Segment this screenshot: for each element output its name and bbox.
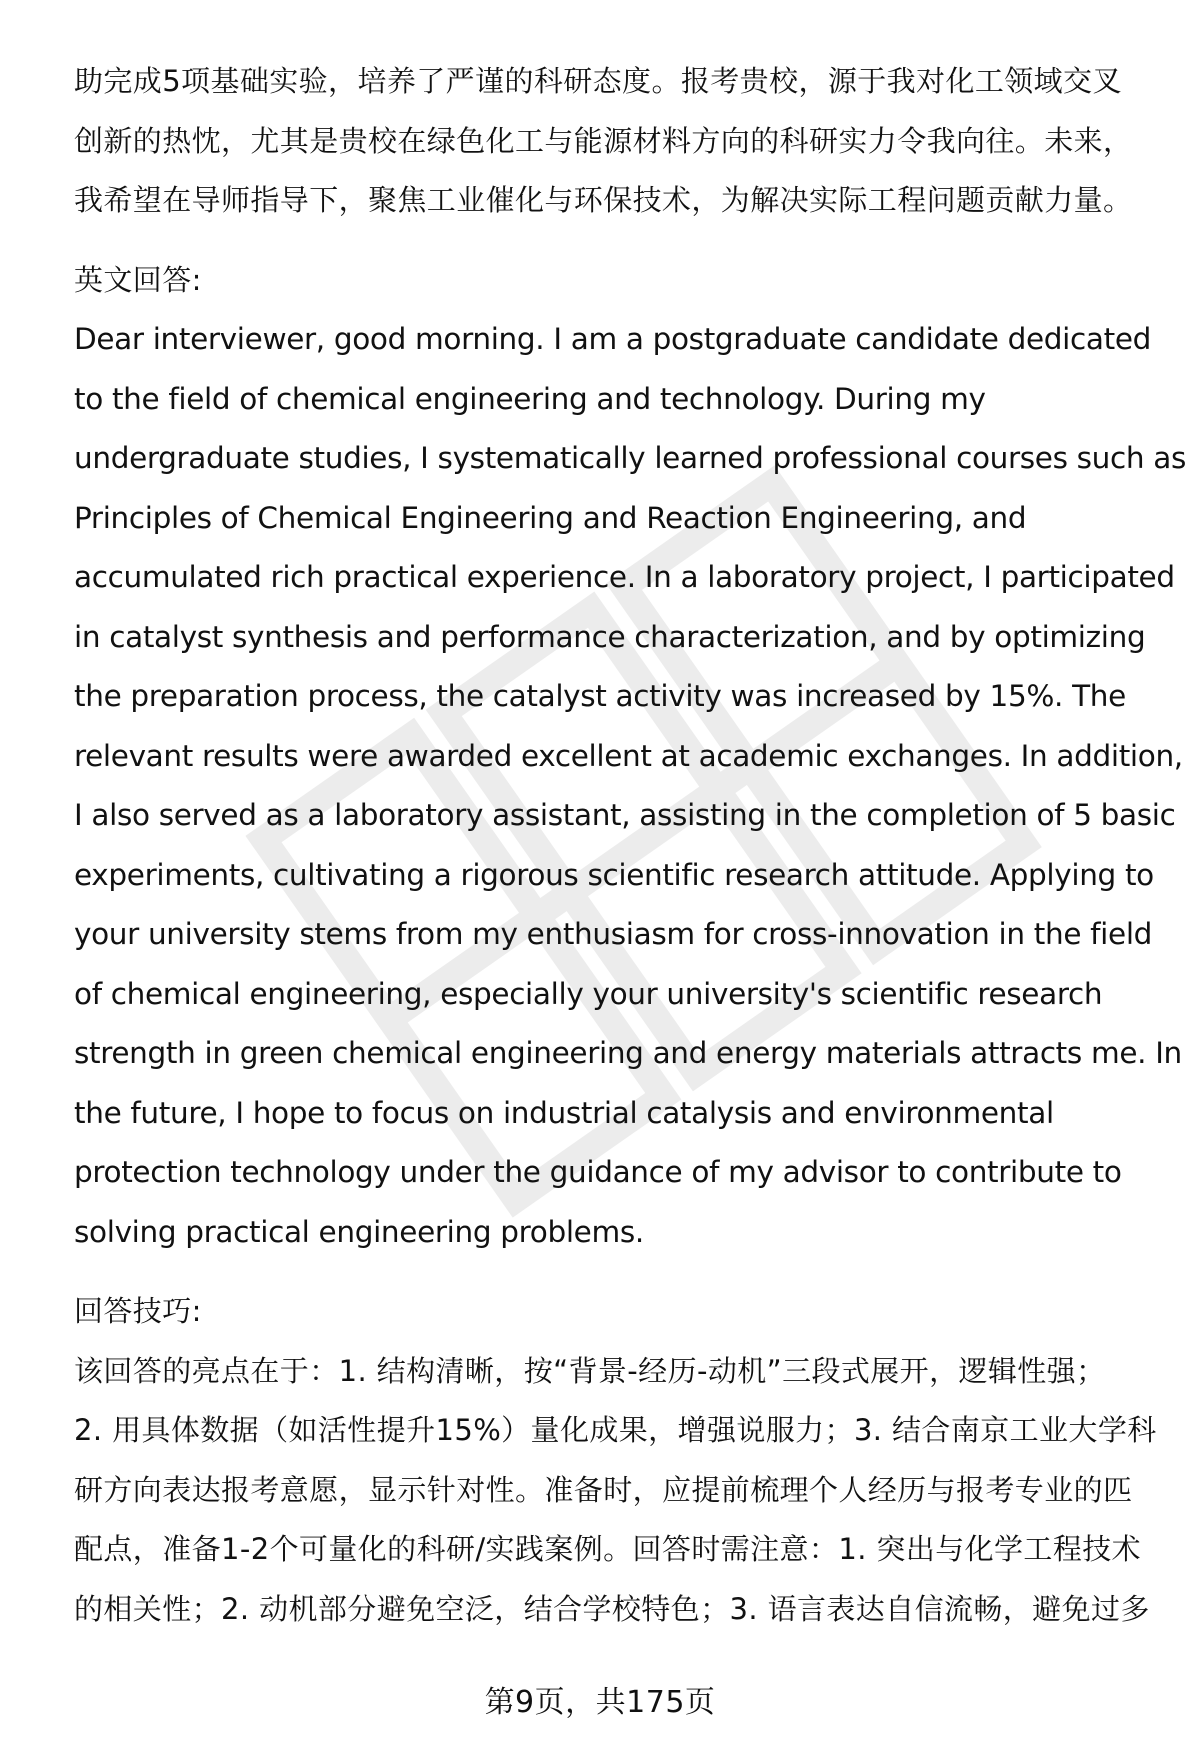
- english-line-15: protection technology under the guidance of my advisor to contribute to: [74, 1155, 1122, 1189]
- answer-tips-heading: 回答技巧:: [74, 1294, 202, 1328]
- tips-line-5: 的相关性；2. 动机部分避免空泛，结合学校特色；3. 语言表达自信流畅，避免过多: [74, 1591, 1150, 1626]
- intro-line-1: 助完成5项基础实验，培养了严谨的科研态度。报考贵校，源于我对化工领域交叉: [74, 64, 1122, 98]
- english-line-2: to the field of chemical engineering and technology. During my: [74, 381, 986, 416]
- english-answer-heading: 英文回答:: [74, 262, 202, 297]
- english-line-7: the preparation process, the catalyst activity was increased by 15%. The: [74, 679, 1126, 713]
- english-line-3: undergraduate studies, I systematically learned professional courses such as: [74, 441, 1186, 475]
- english-line-8: relevant results were awarded excellent at academic exchanges. In addition,: [74, 738, 1183, 773]
- english-line-6: in catalyst synthesis and performance characterization, and by optimizing: [74, 619, 1146, 654]
- english-line-9: I also served as a laboratory assistant, assisting in the completion of 5 basic: [74, 798, 1176, 832]
- english-line-16: solving practical engineering problems.: [74, 1214, 644, 1249]
- english-line-14: the future, I hope to focus on industrial catalysis and environmental: [74, 1095, 1054, 1130]
- english-line-5: accumulated rich practical experience. In a laboratory project, I participated: [74, 560, 1175, 594]
- intro-line-3: 我希望在导师指导下，聚焦工业催化与环保技术，为解决实际工程问题贡献力量。: [74, 183, 1133, 217]
- english-line-1: Dear interviewer, good morning. I am a postgraduate candidate dedicated: [74, 322, 1151, 356]
- tips-line-3: 研方向表达报考意愿，显示针对性。准备时，应提前梳理个人经历与报考专业的匹: [74, 1472, 1133, 1507]
- english-line-11: your university stems from my enthusiasm for cross-innovation in the field: [74, 917, 1153, 951]
- english-line-4: Principles of Chemical Engineering and Reaction Engineering, and: [74, 500, 1027, 535]
- english-line-13: strength in green chemical engineering and energy materials attracts me. In: [74, 1036, 1182, 1070]
- intro-line-2: 创新的热忱，尤其是贵校在绿色化工与能源材料方向的科研实力令我向往。未来，: [74, 123, 1133, 158]
- tips-line-2: 2. 用具体数据（如活性提升15%）量化成果，增强说服力；3. 结合南京工业大学科: [74, 1413, 1157, 1447]
- english-line-10: experiments, cultivating a rigorous scientific research attitude. Applying to: [74, 857, 1154, 892]
- document-body: [74, 52, 1186, 1639]
- page-number-footer: 第9页，共175页: [484, 1685, 716, 1720]
- tips-line-4: 配点，准备1-2个可量化的科研/实践案例。回答时需注意：1. 突出与化学工程技术: [74, 1532, 1142, 1566]
- english-line-12: of chemical engineering, especially your university's scientific research: [74, 976, 1103, 1011]
- tips-line-1: 该回答的亮点在于：1. 结构清晰，按“背景-经历-动机”三段式展开，逻辑性强；: [74, 1353, 1106, 1388]
